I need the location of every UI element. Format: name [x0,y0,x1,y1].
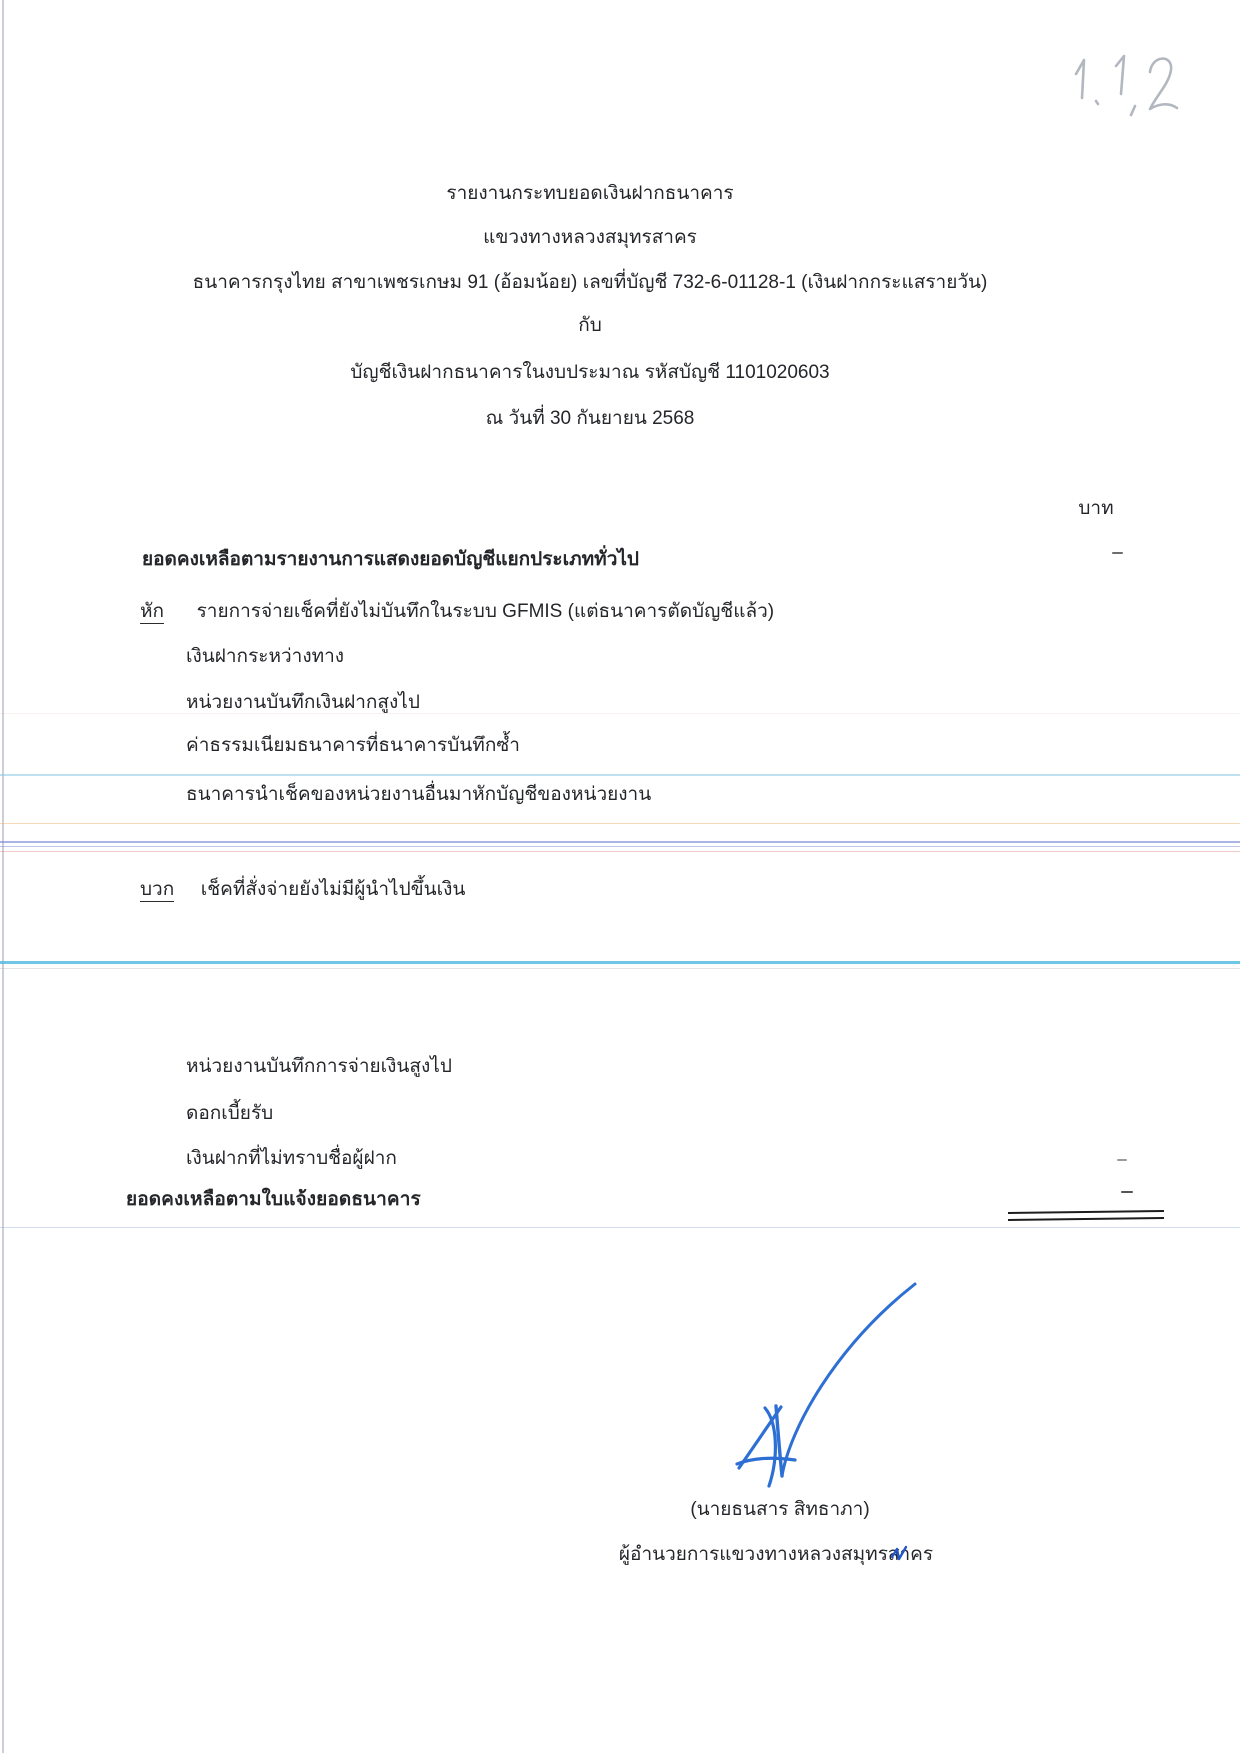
bank-account-line: ธนาคารกรุงไทย สาขาเพชรเกษม 91 (อ้อมน้อย) เลขที่บัญชี 732-6-01128-1 (เงินฝากกระแสรายวัน) [192,272,988,293]
unknown-depositor-value-dash [1117,1159,1127,1161]
scan-edge-line [2,0,4,1753]
deduct-item-1: รายการจ่ายเช็คที่ยังไม่บันทึกในระบบ GFMIS (แต่ธนาคารตัดบัญชีแล้ว) [196,601,775,622]
add-item-2: หน่วยงานบันทึกการจ่ายเงินสูงไป [186,1056,452,1077]
currency-label: บาท [1078,498,1114,519]
deduct-row [140,596,774,626]
blue-tick-mark [889,1544,915,1566]
scan-artifact-line-gray [0,968,1240,969]
closing-balance-label: ยอดคงเหลือตามใบแจ้งยอดธนาคาร [126,1189,421,1210]
add-row [140,874,465,904]
scan-artifact-line-blue-a [0,841,1240,843]
signature-ink [688,1260,928,1492]
org-name: แขวงทางหลวงสมุทรสาคร [483,227,697,248]
opening-balance-value-dash [1112,552,1123,554]
opening-balance-label: ยอดคงเหลือตามรายงานการแสดงยอดบัญชีแยกประเภททั่วไป [142,549,639,570]
deduct-item-3: หน่วยงานบันทึกเงินฝากสูงไป [186,692,420,713]
scan-artifact-line-blue-b [0,846,1240,847]
add-item-1: เช็คที่สั่งจ่ายยังไม่มีผู้นำไปขึ้นเงิน [200,879,466,900]
budget-account-line: บัญชีเงินฝากธนาคารในงบประมาณ รหัสบัญชี 1101020603 [350,362,830,383]
deduct-item-2: เงินฝากระหว่างทาง [186,646,345,667]
deduct-item-4: ค่าธรรมเนียมธนาคารที่ธนาคารบันทึกซ้ำ [186,735,520,756]
closing-balance-double-rule-bottom [1008,1217,1164,1221]
add-item-4: เงินฝากที่ไม่ทราบชื่อผู้ฝาก [186,1148,397,1169]
scan-artifact-line-pink [0,851,1240,852]
deduct-item-5: ธนาคารนำเช็คของหน่วยงานอื่นมาหักบัญชีของหน่วยงาน [186,784,652,805]
add-item-3: ดอกเบี้ยรับ [186,1103,274,1124]
scan-artifact-line-orange [0,823,1240,824]
closing-balance-value-dash [1121,1191,1133,1193]
scan-artifact-line-cyan-2 [0,961,1240,964]
signer-name: (นายธนสาร สิทธาภา) [690,1499,870,1520]
add-label: บวก [140,879,175,900]
as-of-date-line: ณ วันที่ 30 กันยายน 2568 [485,408,695,429]
deduct-label: หัก [140,601,165,622]
conjunction-line: กับ [578,315,602,336]
scan-artifact-line-lightblue [0,1227,1240,1228]
pencil-note-1-1-2 [1058,50,1188,128]
closing-balance-double-rule-top [1008,1210,1164,1214]
scan-artifact-line-cyan-1 [0,774,1240,776]
report-title: รายงานกระทบยอดเงินฝากธนาคาร [446,183,734,204]
signer-position: ผู้อำนวยการแขวงทางหลวงสมุทรสาคร [618,1544,934,1565]
